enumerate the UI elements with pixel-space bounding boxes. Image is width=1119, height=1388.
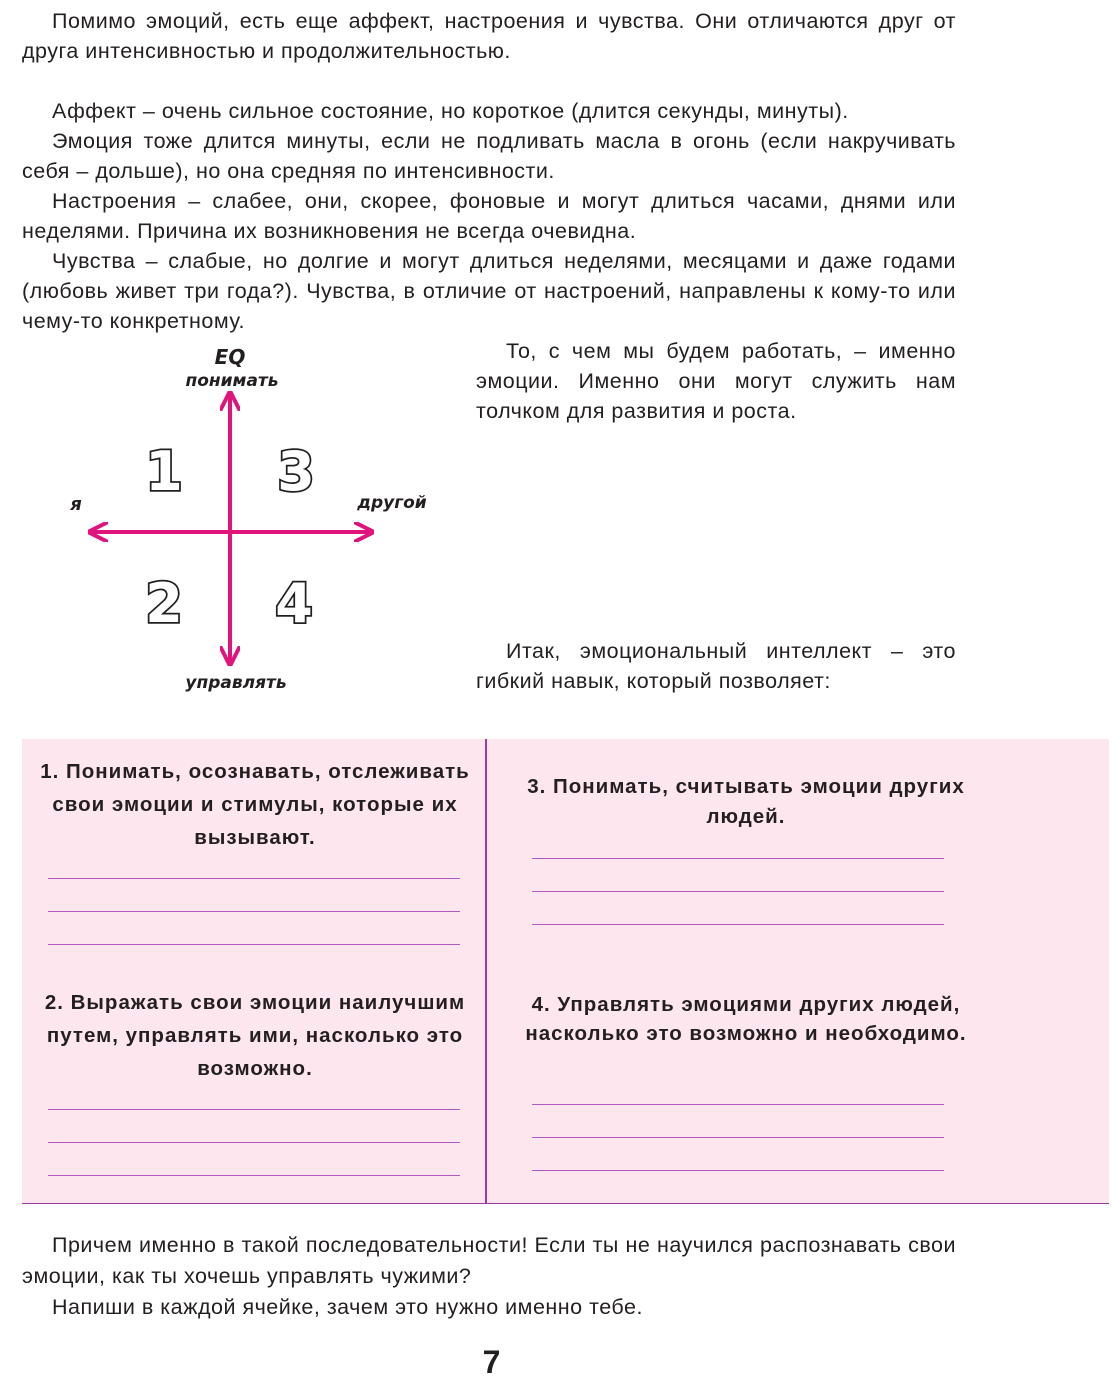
answer-line[interactable]: [48, 911, 460, 912]
worksheet-divider: [485, 739, 487, 1203]
skill-cell-3-title: 3. Понимать, считывать эмоции других людей.: [527, 775, 965, 828]
quadrant-number-3: 3: [277, 440, 315, 503]
answer-line[interactable]: [532, 1170, 944, 1171]
answer-line[interactable]: [532, 1104, 944, 1105]
diagram-label-manage: управлять: [185, 673, 287, 693]
page-number: 7: [482, 1344, 501, 1380]
skill-cell-4-title: 4. Управлять эмоциями других людей, насколько это возможно и необходимо.: [525, 993, 967, 1045]
answer-line[interactable]: [48, 1109, 460, 1110]
answer-line[interactable]: [48, 944, 460, 945]
intro-paragraph-emotion: Эмоция тоже длится минуты, если не подливать масла в огонь (если накручивать себя – дольше), но она средняя по интенсивности.: [22, 129, 956, 183]
intro-paragraph-feelings: Чувства – слабые, но долгие и могут длиться неделями, месяцами и даже годами (любовь живет три года?). Чувства, в отличие от настроений, направлены к кому-то или чему-то конкретному.: [22, 249, 956, 333]
side-paragraph-eq-definition: Итак, эмоциональный интеллект – это гибкий навык, который позволяет:: [476, 639, 956, 693]
answer-line[interactable]: [48, 878, 460, 879]
quadrant-number-2: 2: [145, 572, 183, 635]
intro-paragraph-affect: Аффект – очень сильное состояние, но короткое (длится секунды, минуты).: [52, 99, 849, 123]
diagram-label-other: другой: [357, 493, 427, 513]
eq-diagram: [60, 340, 460, 700]
answer-line[interactable]: [532, 1137, 944, 1138]
outro-paragraph-instruction: Напиши в каждой ячейке, зачем это нужно именно тебе.: [52, 1295, 643, 1319]
quadrant-number-1: 1: [145, 440, 183, 503]
diagram-label-self: я: [70, 494, 82, 515]
answer-line[interactable]: [48, 1175, 460, 1176]
intro-paragraph-1: Помимо эмоций, есть еще аффект, настроения и чувства. Они отличаются друг от друга интенсивностью и продолжительностью.: [22, 9, 956, 63]
diagram-title: EQ: [214, 345, 246, 369]
answer-line[interactable]: [532, 924, 944, 925]
intro-paragraph-mood: Настроения – слабее, они, скорее, фоновые и могут длиться часами, днями или неделями. Причина их возникновения не всегда очевидна.: [22, 189, 956, 243]
side-paragraph-emotions: То, с чем мы будем работать, – именно эмоции. Именно они могут служить нам толчком для развития и роста.: [476, 339, 956, 423]
answer-line[interactable]: [532, 858, 944, 859]
answer-line[interactable]: [532, 891, 944, 892]
skill-cell-2-title: 2. Выражать свои эмоции наилучшим путем, управлять ими, насколько это возможно.: [44, 991, 466, 1080]
diagram-label-understand: понимать: [185, 371, 279, 391]
quadrant-number-4: 4: [275, 572, 313, 635]
skill-cell-1-title: 1. Понимать, осознавать, отслеживать свои эмоции и стимулы, которые их вызывают.: [40, 760, 470, 849]
answer-line[interactable]: [48, 1142, 460, 1143]
outro-paragraph-sequence: Причем именно в такой последовательности! Если ты не научился распознавать свои эмоции, как ты хочешь управлять чужими?: [22, 1233, 956, 1288]
